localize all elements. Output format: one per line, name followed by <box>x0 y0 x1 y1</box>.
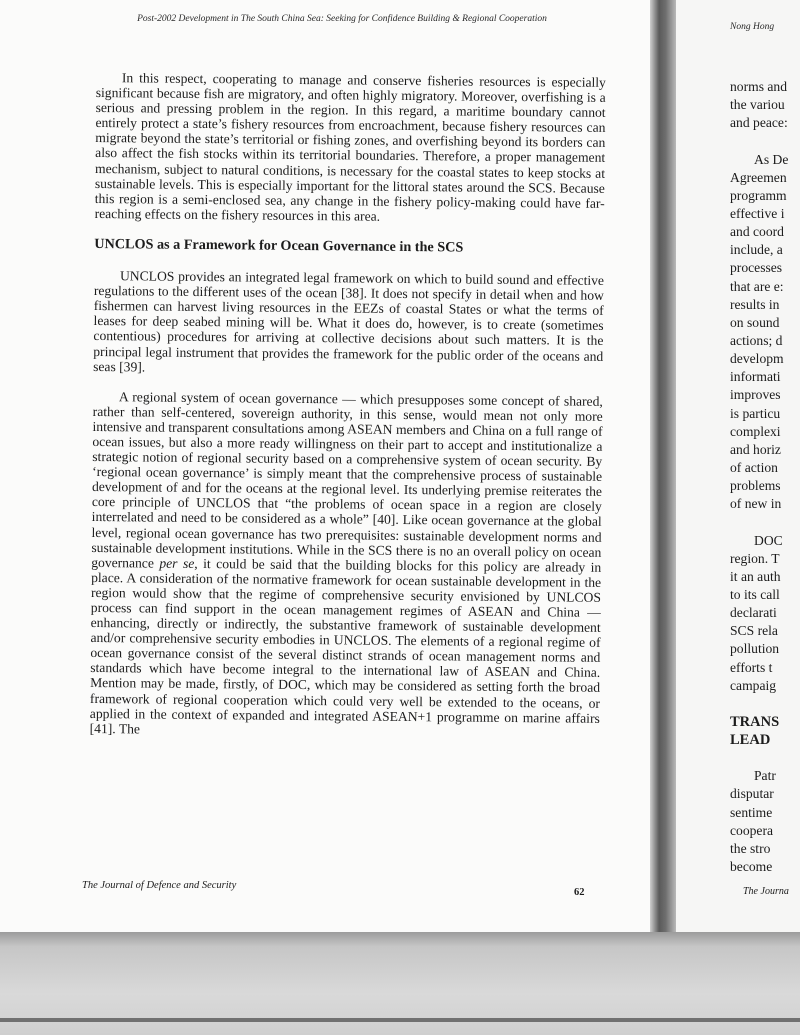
text-fragment-line: it an auth <box>730 568 781 584</box>
text-fragment-line: DOC <box>754 532 783 548</box>
text-fragment-line: the stro <box>730 840 771 856</box>
text-fragment-line: and peace: <box>730 115 788 131</box>
text-fragment-line: As De <box>754 151 789 167</box>
text-fragment-line: TRANS <box>730 713 780 730</box>
text-fragment-line: disputar <box>730 786 774 802</box>
text-fragment-line: informati <box>730 369 781 385</box>
text-fragment-line: effective i <box>730 205 785 221</box>
text-fragment-line: results in <box>730 296 780 312</box>
text-fragment-line: campaig <box>730 677 777 693</box>
blank-line <box>730 749 800 767</box>
right-footer-journal: The Journa <box>743 886 789 897</box>
text-fragment-line: actions; d <box>730 332 783 348</box>
footer-journal-title: The Journal of Defence and Security <box>82 880 237 891</box>
text-fragment-line: the variou <box>730 97 785 113</box>
text-fragment-line: coopera <box>730 822 774 838</box>
paragraph-fisheries: In this respect, cooperating to manage and conserve fisheries resources is especially significant because fish are migratory, and often highly migratory. Moreover, overfishing is a serious and pressing problem in the region. In this regard, a maritime boundary cannot entirely protect a state’s fishery resources from encroachment, because fishery resources can migrate beyond the state’s territorial or fishing zones, and overfishing beyond its borders can also affect the fish stocks within its territorial boundaries. Therefore, a proper management mechanism, subject to natural conditions, is necessary for the coastal states to keep stocks at sustainable levels. This is especially important for the littoral states around the SCS. Because this region is a semi-enclosed sea, any change in the fishery policy-making could have far-reaching effects on the fishery resources in this area. <box>94 70 606 224</box>
article-body <box>90 70 606 741</box>
text-fragment-line: on sound <box>730 314 780 330</box>
paragraph-regional-governance <box>90 389 603 741</box>
text-fragment-line: problems <box>730 478 781 494</box>
blank-line <box>730 513 800 531</box>
text-fragment-line: complexi <box>730 423 781 439</box>
text-fragment-line: that are e: <box>730 278 784 294</box>
text-fragment-line: pollution <box>730 641 780 657</box>
text-fragment-line: Agreemen <box>730 169 787 185</box>
text-fragment-line: and horiz <box>730 441 781 457</box>
text-fragment-line: declarati <box>730 605 777 621</box>
text-fragment-line: norms and <box>730 79 788 94</box>
italic-term: per se <box>159 555 195 571</box>
right-running-head: Nong Hong <box>730 22 775 32</box>
blank-line <box>730 695 800 713</box>
book-gutter <box>650 0 676 940</box>
scanner-edge-line <box>0 1018 800 1022</box>
text-fragment-line: is particu <box>730 405 781 421</box>
text-fragment-line: become <box>730 859 773 875</box>
section-heading: UNCLOS as a Framework for Ocean Governance in the SCS <box>94 235 464 256</box>
text-fragment-line: include, a <box>730 242 783 258</box>
page-number: 62 <box>574 887 585 898</box>
text-fragment-line: and coord <box>730 224 784 240</box>
running-head: Post-2002 Development in The South China Sea: Seeking for Confidence Building & Regional Cooperation <box>137 14 547 24</box>
text-fragment-line: region. T <box>730 550 780 566</box>
text-fragment-line: developm <box>730 351 784 367</box>
paragraph-text-part: , it could be said that the building blocks for this policy are already in place. A consideration of the normative framework for ocean sustainable development in the region would show that the regime of comprehensive security envisioned by UNLCOS process can find support in the ocean management regimes of ASEAN and China — enhancing, directly or indirectly, the substantive framework of sustainable development and/or comprehensive security embodies in UNCLOS. The elements of a regional regime of ocean governance consist of the several distinct strands of ocean management norms and standards which have become integral to the international law of ASEAN and China. Mention may be made, firstly, of DOC, which may be considered as setting forth the broad framework of regional cooperation which could very well be extended to the oceans, or applied in the context of expanded and integrated ASEAN+1 programme on marine affairs [41]. The <box>89 555 602 737</box>
text-fragment-line: SCS rela <box>730 623 778 639</box>
text-fragment-line: improves <box>730 387 781 403</box>
right-page <box>676 0 800 935</box>
paragraph-unclos: UNCLOS provides an integrated legal framework on which to build sound and effective regulations to the different uses of the ocean [38]. It does not specify in detail when and how fishermen can harvest living resources in the EEZs of coastal States or what the terms of leases for deep seabed mining will be. What it does do, however, is to create (sometimes contentious) procedures for arriving at collective decisions about such matters. It is the principal legal instrument that provides the framework for the public order of the oceans and seas [39]. <box>93 268 605 375</box>
text-fragment-line: efforts t <box>730 659 773 675</box>
text-fragment-line: Patr <box>754 768 776 784</box>
text-fragment-line: LEAD <box>730 732 771 749</box>
paragraph-text-part: A regional system of ocean governance — which presupposes some concept of shared, rather than self-centered, sovereign authority, in this sense, would mean not only more intensive and transparent consultations among ASEAN members and China on a full range of ocean issues, but also a more ready willingness on their part to accept and institutionalize a strategic notion of regional security based on a comprehensive system of ocean security. By ‘regional ocean governance’ is simply meant that the comprehensive process of sustainable development of and for the oceans at the regional level. Its underlying premise reiterates the core principle of UNCLOS that “the problems of ocean space in a region are closely interrelated and need to be considered as a whole” [40]. Like ocean governance at the global level, regional ocean governance has two prerequisites: sustainable development norms and sustainable development institutions. While in the SCS there is no an overall policy on ocean governance <box>91 388 603 571</box>
text-fragment-line: to its call <box>730 586 780 602</box>
text-fragment-line: processes <box>730 260 783 276</box>
text-fragment-line: sentime <box>730 804 773 820</box>
text-fragment-line: programm <box>730 187 787 203</box>
blank-line <box>730 132 800 150</box>
text-fragment-line: of action <box>730 459 778 475</box>
right-page-text-fragments <box>730 78 800 876</box>
text-fragment-line: of new in <box>730 496 782 512</box>
